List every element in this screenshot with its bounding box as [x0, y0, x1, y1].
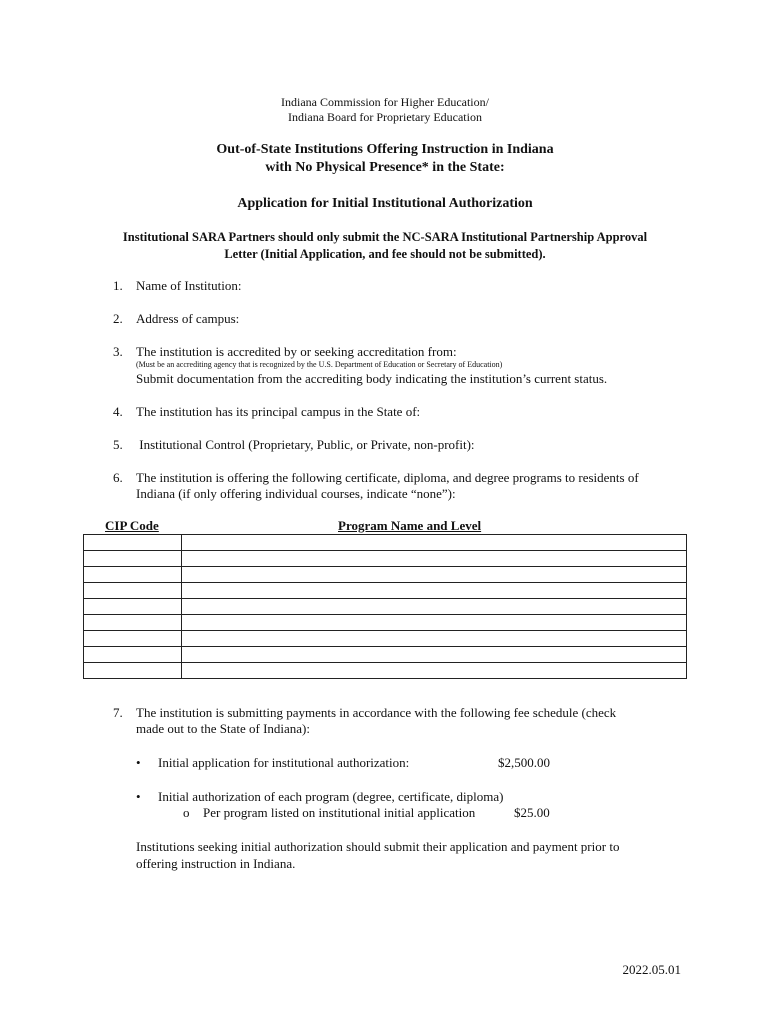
program-name-cell[interactable]	[182, 663, 687, 679]
table-row	[84, 615, 687, 631]
header-agency	[0, 95, 770, 125]
item-number: 4.	[113, 404, 123, 419]
table-row	[84, 663, 687, 679]
item-number: 5.	[113, 437, 123, 452]
sara-notice	[0, 229, 770, 263]
table-row	[84, 535, 687, 551]
fee-bullet-2	[136, 788, 141, 805]
item-text: The institution is submitting payments in accordance with the following fee schedule (check	[136, 705, 617, 720]
title-line-1: Out-of-State Institutions Offering Instruction in Indiana	[216, 142, 554, 157]
cip-code-cell[interactable]	[84, 567, 182, 583]
item-number: 6.	[113, 470, 123, 485]
table-row	[84, 551, 687, 567]
bullet-icon: •	[136, 789, 141, 804]
accreditation-note: (Must be an accrediting agency that is recognized by the U.S. Department of Education or Secretary of Education)	[136, 360, 503, 369]
header-line-1: Indiana Commission for Higher Education/	[281, 95, 489, 109]
item-number: 3.	[113, 344, 123, 359]
closing-line-1: Institutions seeking initial authorization should submit their application and payment prior to	[136, 839, 620, 854]
item-7-line-2: made out to the State of Indiana):	[136, 721, 311, 736]
program-name-cell[interactable]	[182, 631, 687, 647]
title-line-2: with No Physical Presence* in the State:	[265, 160, 505, 175]
table-row	[84, 599, 687, 615]
program-name-cell[interactable]	[182, 615, 687, 631]
revision-date: 2022.05.01	[622, 962, 681, 977]
item-text: The institution is accredited by or seeking accreditation from:	[136, 344, 457, 359]
cip-code-cell[interactable]	[84, 647, 182, 663]
bullet-icon: •	[136, 755, 141, 770]
table-row	[84, 567, 687, 583]
program-name-cell[interactable]	[182, 567, 687, 583]
cip-code-cell[interactable]	[84, 583, 182, 599]
program-name-cell[interactable]	[182, 647, 687, 663]
accreditation-instruction: Submit documentation from the accrediting body indicating the institution’s current status.	[136, 371, 608, 386]
cip-code-cell[interactable]	[84, 631, 182, 647]
cip-code-header: CIP Code	[105, 518, 159, 533]
item-text: The institution has its principal campus in the State of:	[136, 404, 421, 419]
table-row	[84, 583, 687, 599]
program-name-cell[interactable]	[182, 599, 687, 615]
cip-code-cell[interactable]	[84, 551, 182, 567]
notice-line-1: Institutional SARA Partners should only submit the NC-SARA Institutional Partnership Approval	[122, 230, 648, 244]
item-number: 2.	[113, 311, 123, 326]
fee-bullet-1	[136, 754, 141, 771]
item-text: Name of Institution:	[136, 278, 242, 293]
table-row	[84, 647, 687, 663]
item-number: 7.	[113, 705, 123, 720]
item-number: 1.	[113, 278, 123, 293]
header-line-2: Indiana Board for Proprietary Education	[288, 110, 482, 124]
program-name-cell[interactable]	[182, 551, 687, 567]
sub-bullet-icon: o	[183, 805, 190, 820]
cip-code-cell[interactable]	[84, 599, 182, 615]
fee-sub-label: Per program listed on institutional initial application	[203, 805, 476, 820]
fee-2-label: Initial authorization of each program (degree, certificate, diploma)	[158, 789, 504, 804]
program-name-cell[interactable]	[182, 583, 687, 599]
item-text: Institutional Control (Proprietary, Public, or Private, non-profit):	[136, 437, 475, 452]
program-name-header: Program Name and Level	[338, 518, 482, 533]
closing-line-2: offering instruction in Indiana.	[136, 856, 296, 871]
item-text: The institution is offering the following certificate, diploma, and degree programs to residents of	[136, 470, 639, 485]
item-6-line-2: Indiana (if only offering individual courses, indicate “none”):	[136, 486, 456, 501]
program-table	[83, 534, 687, 679]
fee-1-label: Initial application for institutional authorization:	[158, 755, 410, 770]
notice-line-2: Letter (Initial Application, and fee should not be submitted).	[224, 247, 546, 261]
document-subtitle: Application for Initial Institutional Authorization	[237, 196, 533, 211]
document-title	[0, 141, 770, 177]
cip-code-cell[interactable]	[84, 535, 182, 551]
item-text: Address of campus:	[136, 311, 240, 326]
fee-1-amount: $2,500.00	[498, 755, 550, 770]
cip-code-cell[interactable]	[84, 663, 182, 679]
closing-statement	[136, 838, 619, 872]
cip-code-cell[interactable]	[84, 615, 182, 631]
program-name-cell[interactable]	[182, 535, 687, 551]
fee-sub-amount: $25.00	[514, 805, 550, 820]
table-row	[84, 631, 687, 647]
